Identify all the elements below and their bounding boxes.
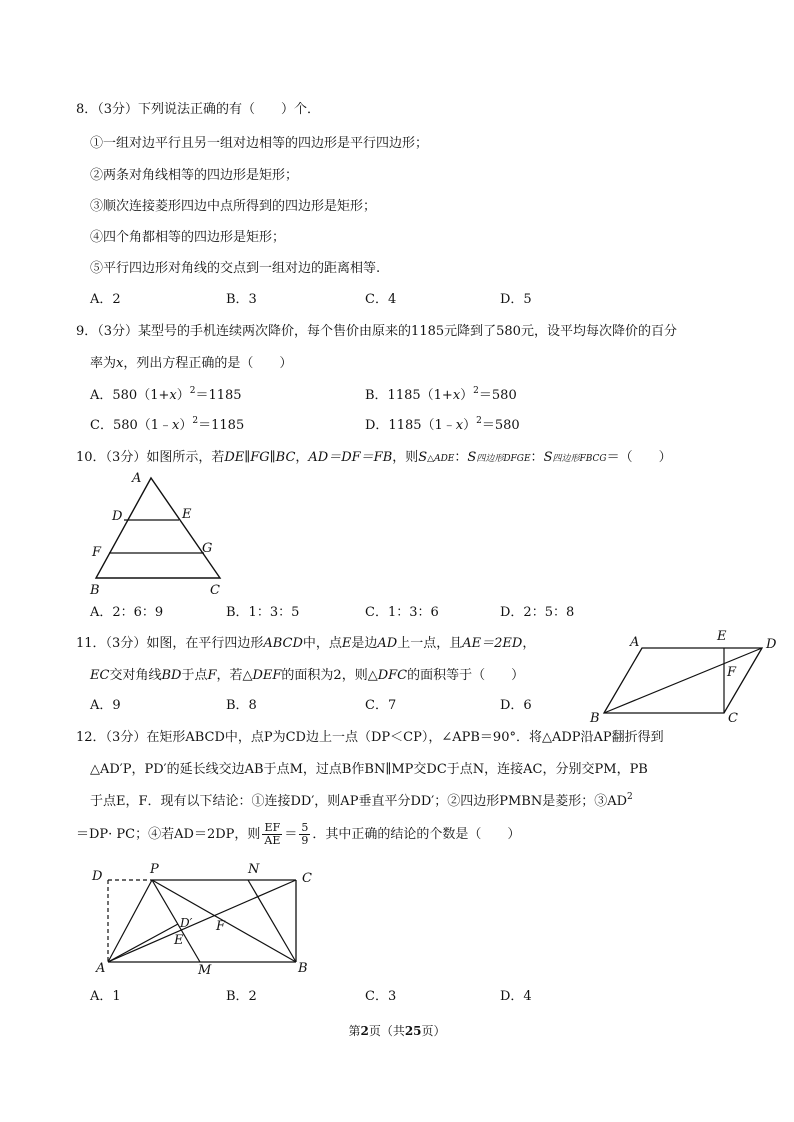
q12-label-c: C <box>302 871 312 886</box>
q8-item-3: ③顺次连接菱形四边中点所得到的四边形是矩形； <box>90 199 377 214</box>
q8-item-1: ①一组对边平行且另一组对边相等的四边形是平行四边形； <box>90 136 429 151</box>
q9d-rest: ＝580 <box>481 418 520 433</box>
q10-label-a: A <box>132 471 142 486</box>
q10-triangle-figure <box>84 468 244 600</box>
q12-option-d: D．4 <box>500 989 532 1004</box>
q9c-exp: 2 <box>192 416 199 426</box>
q12-l4b: ＝ <box>284 827 298 843</box>
q12-label-a: A <box>96 961 106 976</box>
q12-segment-nb <box>248 880 296 962</box>
q10-label-b: B <box>90 583 100 598</box>
q9d-exp: 2 <box>476 416 482 426</box>
q12-line-1: 12．（3分）在矩形ABCD中，点P为CD边上一点（DP＜CP），∠APB＝90°．将△ADP沿AP翻折得到 <box>76 730 664 745</box>
q10-option-a: A．2：6：9 <box>90 605 164 620</box>
q10-label-g: G <box>202 541 213 556</box>
q12-l3a: 于点E，F．现有以下结论：①连接DD′，则AP垂直平分DD′；②四边形PMBN是菱形；③AD <box>90 794 628 809</box>
q8-option-b: B．3 <box>226 292 257 307</box>
q9-option-c <box>90 418 244 434</box>
q12-label-f: F <box>216 919 226 934</box>
q9-line-2a: 率为 <box>90 356 117 371</box>
q11-label-f: F <box>727 665 737 680</box>
q11-segment-bd <box>604 648 762 713</box>
q10-c2: ： <box>530 450 544 465</box>
q10-stem <box>76 450 672 466</box>
q9a-var: x <box>169 388 177 403</box>
q10-s2: S <box>467 450 477 465</box>
q11-l2h: 的面积为2，则△ <box>281 668 378 683</box>
q12-segment-pm <box>152 880 200 962</box>
q9d-var: x <box>455 418 464 433</box>
q12-fraction-ef-ae <box>262 822 282 847</box>
q9c-var: x <box>172 418 180 433</box>
q9b-exp: 2 <box>473 386 479 396</box>
q12-line-2: △AD′P，PD′的延长线交边AB于点M，过点B作BN∥MP交DC于点N，连接AC，分别交PM，PB <box>90 762 648 777</box>
q9a-rest: ＝1185 <box>195 388 242 403</box>
q9-option-d <box>365 418 520 434</box>
q11-line-2 <box>90 668 524 684</box>
q11-l1f: AD <box>377 636 398 651</box>
q10-triangle-abc <box>96 478 220 578</box>
q11-option-a: A．9 <box>90 698 121 713</box>
q9-option-b <box>365 388 517 404</box>
q11-l1d: E <box>341 636 352 651</box>
q9-line-1: 9．（3分）某型号的手机连续两次降价，每个售价由原来的1185元降到了580元，设平均每次降价的百分 <box>76 324 677 339</box>
q11-l1a: 11．（3分）如图，在平行四边形 <box>76 636 264 651</box>
q11-l1g: 上一点，且 <box>397 636 463 651</box>
q12-frac-den: AE <box>264 834 281 848</box>
q11-l2g: DEF <box>252 668 282 683</box>
q10-p2: DE∥FG∥BC <box>224 450 296 465</box>
q11-label-a: A <box>630 635 640 650</box>
q11-l1e: 是边 <box>351 636 378 651</box>
q10-s1: S <box>418 450 428 465</box>
q10-s2-sub: 四边形DFGE <box>476 454 531 464</box>
page-footer <box>0 1024 794 1038</box>
q12-label-d: D <box>92 869 103 884</box>
q8-option-d: D．5 <box>500 292 532 307</box>
q11-l2b: 交对角线 <box>109 668 162 683</box>
q12-frac2-num: 5 <box>301 821 309 834</box>
footer-total-pages: 25 <box>404 1024 422 1038</box>
q8-item-5: ⑤平行四边形对角线的交点到一组对边的距离相等. <box>90 261 381 276</box>
footer-b: 页（共 <box>368 1024 405 1038</box>
q9-line-2 <box>90 356 292 372</box>
q11-l2d: 于点 <box>181 668 208 683</box>
q11-option-d: D．6 <box>500 698 532 713</box>
q12-segment-ac <box>108 880 296 962</box>
q12-frac-num: EF <box>262 822 282 835</box>
q11-label-c: C <box>728 711 738 726</box>
q10-option-b: B．1：3：5 <box>226 605 300 620</box>
q10-p5: ，则 <box>392 450 419 465</box>
q10-option-c: C．1：3：6 <box>365 605 439 620</box>
q12-label-m: M <box>198 963 212 978</box>
q9-line-2b: ，列出方程正确的是（ ） <box>123 356 293 371</box>
q10-p1: 10．（3分）如图所示，若 <box>76 450 225 465</box>
q10-s3: S <box>543 450 553 465</box>
q11-l1b: ABCD <box>263 636 303 651</box>
q10-p6: ＝（ ） <box>606 450 672 465</box>
q8-option-c: C．4 <box>365 292 397 307</box>
footer-page-number: 2 <box>360 1024 369 1038</box>
q12-l4a: ＝DP· PC；④若AD＝2DP，则 <box>76 827 261 843</box>
q12-option-b: B．2 <box>226 989 257 1004</box>
q10-s3-sub: 四边形FBCG <box>552 454 607 464</box>
q10-c1: ： <box>454 450 468 465</box>
q11-parallelogram-figure <box>584 626 784 726</box>
q12-label-e: E <box>174 933 184 948</box>
q11-l2j: 的面积等于（ ） <box>407 668 525 683</box>
q12-label-n: N <box>248 862 260 877</box>
q10-s1-sub: △ADE <box>427 454 455 464</box>
q12-line-3 <box>90 794 633 810</box>
q9c-pre: C．580（1﹣ <box>90 418 173 433</box>
q9c-rest: ＝1185 <box>198 418 245 433</box>
q10-label-d: D <box>112 509 123 524</box>
q8-item-4: ④四个角都相等的四边形是矩形； <box>90 230 286 245</box>
footer-a: 第 <box>348 1024 361 1038</box>
q11-l2a: EC <box>90 668 110 683</box>
q10-option-d: D．2：5：8 <box>500 605 575 620</box>
q11-l2e: F <box>207 668 217 683</box>
q12-option-a: A．1 <box>90 989 121 1004</box>
q11-label-b: B <box>590 711 600 726</box>
q11-l1i: ， <box>522 636 536 651</box>
q12-frac2-den: 9 <box>301 834 309 848</box>
q9b-post: ） <box>460 388 474 403</box>
q11-label-d: D <box>766 637 777 652</box>
q10-p3: ， <box>295 450 309 465</box>
q9c-post: ） <box>179 418 193 433</box>
q9a-exp: 2 <box>189 386 196 396</box>
q9d-post: ） <box>463 418 477 433</box>
q11-option-b: B．8 <box>226 698 257 713</box>
q8-option-a: A．2 <box>90 292 121 307</box>
q12-rectangle-figure <box>88 856 328 980</box>
q10-p4: AD＝DF＝FB <box>308 450 393 465</box>
q9d-pre: D．1185（1﹣ <box>365 418 456 433</box>
q9b-pre: B．1185（1+ <box>365 388 453 403</box>
q10-label-c: C <box>210 583 220 598</box>
q12-fraction-5-9 <box>299 822 310 847</box>
footer-c: 页） <box>421 1024 446 1038</box>
q9b-rest: ＝580 <box>478 388 517 403</box>
q9-option-a <box>90 388 242 404</box>
q11-l1h: AE＝2ED <box>462 636 523 651</box>
q9b-var: x <box>452 388 461 403</box>
q10-label-e: E <box>182 507 192 522</box>
q11-label-e: E <box>717 629 727 644</box>
q9-var-x: x <box>116 356 124 371</box>
q12-l3-sup: 2 <box>627 792 633 802</box>
q9a-post: ） <box>176 388 190 403</box>
q8-stem: 8．（3分）下列说法正确的有（ ）个． <box>76 102 321 117</box>
q11-l2f: ，若△ <box>216 668 253 683</box>
q11-l2i: DFC <box>377 668 408 683</box>
q12-option-c: C．3 <box>365 989 397 1004</box>
q11-option-c: C．7 <box>365 698 397 713</box>
q10-label-f: F <box>92 545 102 560</box>
q12-label-d-prime: D′ <box>180 916 193 930</box>
q11-line-1 <box>76 636 535 652</box>
q8-item-2: ②两条对角线相等的四边形是矩形； <box>90 168 299 183</box>
q12-label-p: P <box>150 862 159 877</box>
q11-l2c: BD <box>161 668 182 683</box>
q12-line-4 <box>76 822 520 847</box>
q12-label-b: B <box>298 961 308 976</box>
q11-l1c: 中，点 <box>302 636 342 651</box>
q9a-pre: A．580（1+ <box>90 388 170 403</box>
q12-l4c: ．其中正确的结论的个数是（ ） <box>312 827 521 843</box>
